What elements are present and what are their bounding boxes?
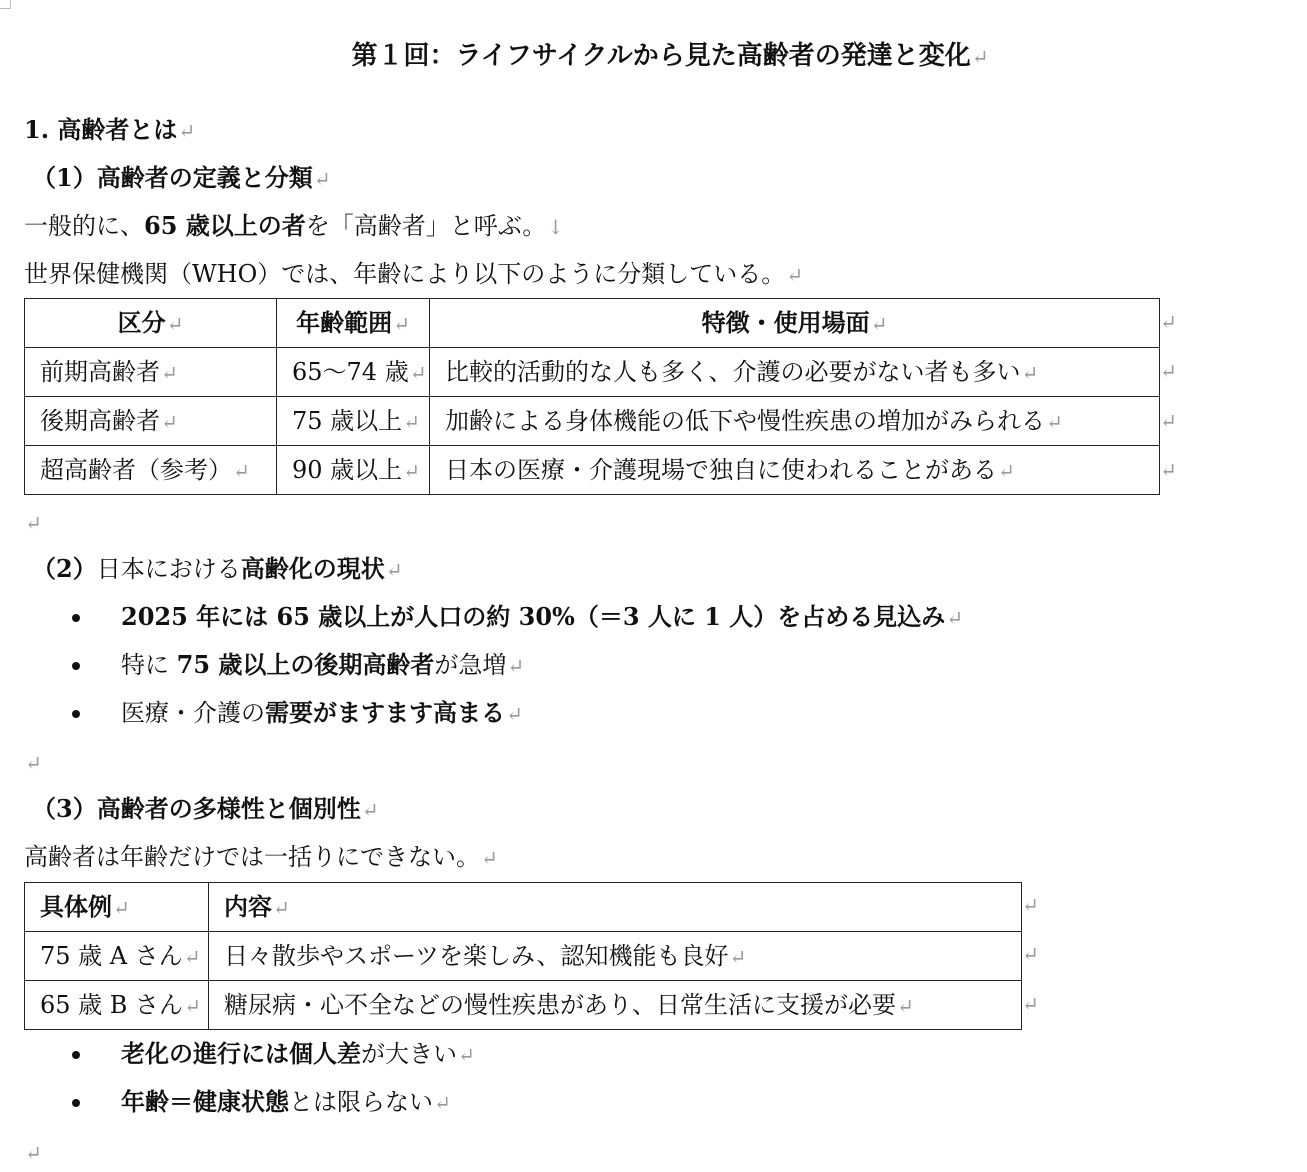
- table-header-cell: 年齢範囲↵: [277, 299, 430, 348]
- row-end-mark: ↵: [1160, 310, 1177, 334]
- table-row: [25, 348, 1160, 397]
- bullet-icon: [72, 614, 80, 622]
- table-cell: 前期高齢者↵: [25, 348, 277, 397]
- section-1-3-heading: （3）高齢者の多様性と個別性↵: [32, 794, 379, 823]
- row-end-mark: ↵: [1022, 893, 1039, 917]
- table-cell: 90 歳以上↵: [277, 446, 430, 495]
- row-end-mark: ↵: [1160, 409, 1177, 433]
- examples-table: [24, 882, 1022, 1030]
- row-end-mark: ↵: [1022, 992, 1039, 1016]
- bullet-icon: [72, 710, 80, 718]
- page-corner-mark: [0, 0, 11, 9]
- table-cell: 糖尿病・心不全などの慢性疾患があり、日常生活に支援が必要↵: [209, 981, 1022, 1030]
- row-end-mark: ↵: [1160, 359, 1177, 383]
- table-header-cell: 内容↵: [209, 883, 1022, 932]
- table-header-cell: 具体例↵: [25, 883, 209, 932]
- diversity-paragraph: 高齢者は年齢だけでは一括りにできない。↵: [24, 843, 498, 871]
- table-row: [25, 932, 1022, 981]
- table-header-cell: 特徴・使用場面↵: [430, 299, 1160, 348]
- empty-paragraph: ↵: [25, 511, 42, 535]
- bullet-icon: [72, 1099, 80, 1107]
- table-cell: 65～74 歳↵: [277, 348, 430, 397]
- empty-paragraph: ↵: [25, 751, 42, 775]
- row-end-mark: ↵: [1160, 458, 1177, 482]
- table-cell: 後期高齢者↵: [25, 397, 277, 446]
- bullet-icon: [72, 1051, 80, 1059]
- table-cell: 日々散歩やスポーツを楽しみ、認知機能も良好↵: [209, 932, 1022, 981]
- who-paragraph: 世界保健機関（WHO）では、年齢により以下のように分類している。↵: [24, 260, 804, 288]
- age-classification-table: [24, 298, 1160, 495]
- table-header-cell: 区分↵: [25, 299, 277, 348]
- table-row: [25, 981, 1022, 1030]
- table-cell: 超高齢者（参考）↵: [25, 446, 277, 495]
- table-cell: 65 歳 B さん↵: [25, 981, 209, 1030]
- table-cell: 比較的活動的な人も多く、介護の必要がない者も多い↵: [430, 348, 1160, 397]
- section-1-2-heading: （2）日本における高齢化の現状↵: [32, 554, 403, 583]
- table-header-row: [25, 299, 1160, 348]
- table-cell: 加齢による身体機能の低下や慢性疾患の増加がみられる↵: [430, 397, 1160, 446]
- row-end-mark: ↵: [1022, 942, 1039, 966]
- table-cell: 日本の医療・介護現場で独自に使われることがある↵: [430, 446, 1160, 495]
- table-row: [25, 397, 1160, 446]
- bullet-icon: [72, 662, 80, 670]
- document-title: 第１回：ライフサイクルから見た高齢者の発達と変化↵: [351, 41, 989, 71]
- section-1-1-heading: （1）高齢者の定義と分類↵: [32, 163, 331, 192]
- table-cell: 75 歳以上↵: [277, 397, 430, 446]
- table-cell: 75 歳 A さん↵: [25, 932, 209, 981]
- table-row: [25, 446, 1160, 495]
- empty-paragraph: ↵: [25, 1141, 42, 1165]
- definition-paragraph: 一般的に、65 歳以上の者を「高齢者」と呼ぶ。↓: [24, 211, 565, 240]
- table-header-row: [25, 883, 1022, 932]
- section-1-heading: 1. 高齢者とは↵: [24, 115, 196, 144]
